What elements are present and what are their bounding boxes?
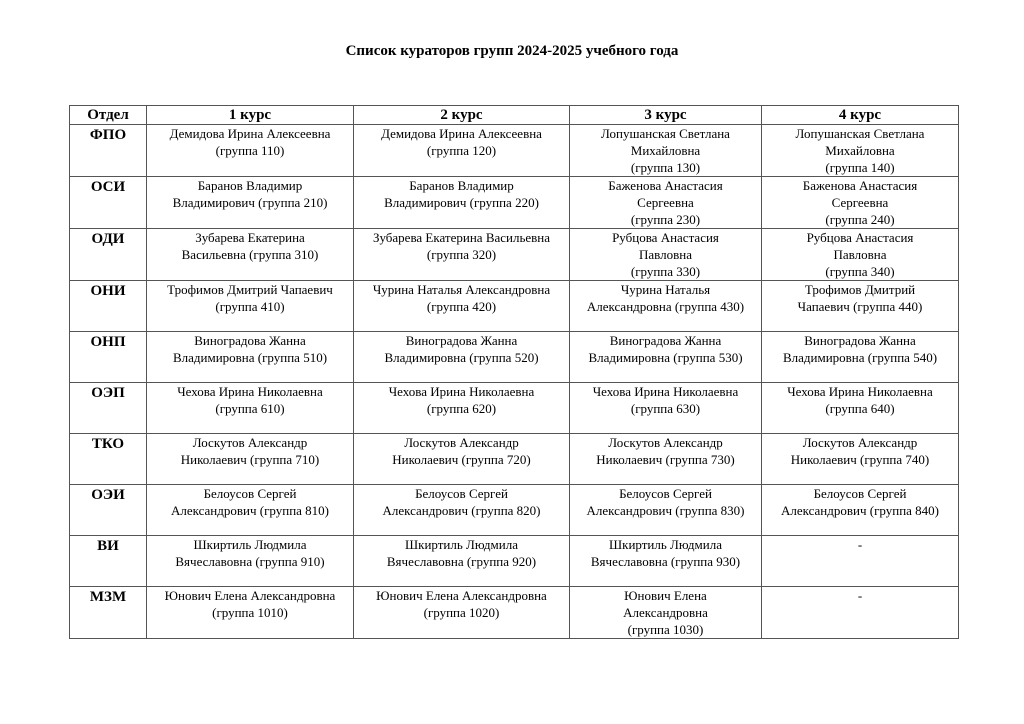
cell-text-line: Владимирович (группа 210) [172, 195, 328, 210]
cell-text-line: (группа 410) [215, 299, 285, 314]
curator-cell-course-1 [147, 125, 354, 177]
cell-text-line: (группа 640) [825, 401, 895, 416]
curator-cell-course-3 [570, 177, 762, 229]
cell-text-line: Александрович (группа 840) [780, 503, 940, 518]
cell-text-line: Виноградова Жанна [609, 333, 722, 348]
cell-text-line: (группа 130) [630, 160, 701, 175]
curator-cell-course-4 [762, 587, 959, 639]
cell-text-line: Лоскутов Александр [404, 435, 519, 450]
table-row [70, 125, 959, 177]
department-cell: ОДИ [70, 229, 147, 281]
curator-cell-course-2 [354, 125, 570, 177]
cell-text-line: Чурина Наталья [620, 282, 711, 297]
cell-text-line: Шкиртиль Людмила [609, 537, 722, 552]
cell-text-line: Шкиртиль Людмила [193, 537, 307, 552]
cell-text-line: Чехова Ирина Николаевна [592, 384, 739, 399]
cell-text-line: Сергеевна [637, 195, 694, 210]
cell-text-line: (группа 1020) [423, 605, 500, 620]
curator-cell-course-2 [354, 332, 570, 383]
cell-text-line: Юнович Елена Александровна [376, 588, 547, 603]
cell-text-line: (группа 330) [630, 264, 701, 279]
curator-cell-course-3 [570, 536, 762, 587]
cell-text-line: (группа 110) [215, 143, 285, 158]
curator-cell-course-1 [147, 281, 354, 332]
curator-cell-course-2 [354, 485, 570, 536]
header-department: Отдел [70, 106, 147, 125]
cell-text-line: Чапаевич (группа 440) [797, 299, 923, 314]
cell-text-line: (группа 320) [426, 247, 497, 262]
cell-text-line: (группа 340) [825, 264, 895, 279]
department-cell: ОНИ [70, 281, 147, 332]
cell-text-line: (группа 620) [426, 401, 497, 416]
cell-text-line: Рубцова Анастасия [806, 230, 914, 245]
curator-cell-course-1 [147, 587, 354, 639]
curator-cell-course-2 [354, 536, 570, 587]
table-row [70, 332, 959, 383]
cell-text-line: Николаевич (группа 730) [596, 452, 735, 467]
cell-text-line: Чехова Ирина Николаевна [177, 384, 323, 399]
department-cell: МЗМ [70, 587, 147, 639]
header-course-1: 1 курс [147, 106, 354, 125]
cell-text-line: Юнович Елена [624, 588, 707, 603]
curator-cell-course-3 [570, 332, 762, 383]
curator-cell-course-1 [147, 383, 354, 434]
curator-cell-course-3 [570, 125, 762, 177]
curator-cell-course-4 [762, 125, 959, 177]
cell-text-line: Александрович (группа 810) [170, 503, 330, 518]
curator-cell-course-3 [570, 383, 762, 434]
cell-text-line: Павловна [833, 247, 887, 262]
cell-text-line: (группа 1030) [627, 622, 704, 637]
curator-cell-course-4 [762, 332, 959, 383]
cell-text-line: (группа 420) [426, 299, 497, 314]
curator-cell-course-2 [354, 383, 570, 434]
cell-text-line: Николаевич (группа 720) [392, 452, 531, 467]
curator-cell-course-3 [570, 587, 762, 639]
cell-text-line: Баженова Анастасия [802, 178, 918, 193]
curator-cell-course-2 [354, 229, 570, 281]
cell-text-line: Зубарева Екатерина [195, 230, 305, 245]
cell-text-line: Лоскутов Александр [192, 435, 308, 450]
cell-text-line: Белоусов Сергей [813, 486, 907, 501]
cell-text-line: Александрович (группа 830) [586, 503, 745, 518]
cell-text-line: Владимировна (группа 530) [588, 350, 743, 365]
table-body [70, 125, 959, 639]
cell-text-line: Владимирович (группа 220) [384, 195, 539, 210]
cell-text-line: Шкиртиль Людмила [405, 537, 518, 552]
cell-text-line: Баранов Владимир [409, 178, 514, 193]
cell-text-line: Чехова Ирина Николаевна [388, 384, 535, 399]
cell-text-line: (группа 630) [630, 401, 701, 416]
curator-cell-course-3 [570, 281, 762, 332]
department-cell: ОНП [70, 332, 147, 383]
curator-cell-course-2 [354, 434, 570, 485]
curator-cell-course-4 [762, 434, 959, 485]
curator-cell-course-3 [570, 485, 762, 536]
header-course-3: 3 курс [570, 106, 762, 125]
cell-text-line: Лоскутов Александр [802, 435, 918, 450]
cell-text-line: Юнович Елена Александровна [164, 588, 336, 603]
table-row [70, 587, 959, 639]
cell-text-line: Лопушанская Светлана [601, 126, 730, 141]
cell-text-line: (группа 240) [825, 212, 895, 227]
department-cell: ОСИ [70, 177, 147, 229]
cell-text-line: Чурина Наталья Александровна [372, 282, 551, 297]
cell-text-line: - [857, 537, 863, 552]
table-row [70, 434, 959, 485]
curators-table [69, 105, 959, 639]
cell-text-line: Белоусов Сергей [619, 486, 712, 501]
table-row [70, 229, 959, 281]
table-header-row [70, 106, 959, 125]
cell-text-line: (группа 140) [825, 160, 895, 175]
curator-cell-course-4 [762, 281, 959, 332]
cell-text-line: Михайловна [630, 143, 701, 158]
header-course-4: 4 курс [762, 106, 959, 125]
curator-cell-course-2 [354, 177, 570, 229]
cell-text-line: Николаевич (группа 740) [790, 452, 930, 467]
cell-text-line: Николаевич (группа 710) [180, 452, 320, 467]
curator-cell-course-3 [570, 229, 762, 281]
cell-text-line: Владимировна (группа 520) [384, 350, 539, 365]
cell-text-line: Михайловна [825, 143, 895, 158]
cell-text-line: Васильевна (группа 310) [181, 247, 319, 262]
department-cell: ФПО [70, 125, 147, 177]
cell-text-line: (группа 1010) [212, 605, 288, 620]
cell-text-line: Александрович (группа 820) [382, 503, 541, 518]
cell-text-line: Зубарева Екатерина Васильевна [372, 230, 551, 245]
curator-cell-course-1 [147, 485, 354, 536]
cell-text-line: Александровна (группа 430) [586, 299, 745, 314]
cell-text-line: - [857, 588, 863, 603]
curator-cell-course-2 [354, 587, 570, 639]
cell-text-line: Демидова Ирина Алексеевна [169, 126, 331, 141]
cell-text-line: Баранов Владимир [197, 178, 303, 193]
cell-text-line: Виноградова Жанна [194, 333, 306, 348]
department-cell: ВИ [70, 536, 147, 587]
cell-text-line: Вячеславовна (группа 920) [386, 554, 537, 569]
cell-text-line: Александровна [623, 605, 708, 620]
cell-text-line: Вячеславовна (группа 930) [590, 554, 741, 569]
department-cell: ОЭИ [70, 485, 147, 536]
curator-cell-course-4 [762, 229, 959, 281]
table-row [70, 485, 959, 536]
cell-text-line: Павловна [639, 247, 692, 262]
department-cell: ТКО [70, 434, 147, 485]
curator-cell-course-4 [762, 536, 959, 587]
document-title: Список кураторов групп 2024-2025 учебного года [345, 43, 679, 59]
curator-cell-course-4 [762, 383, 959, 434]
cell-text-line: Трофимов Дмитрий Чапаевич [167, 282, 333, 297]
curator-cell-course-1 [147, 434, 354, 485]
department-cell: ОЭП [70, 383, 147, 434]
header-course-2: 2 курс [354, 106, 570, 125]
cell-text-line: Белоусов Сергей [203, 486, 297, 501]
cell-text-line: Владимировна (группа 540) [782, 350, 938, 365]
curator-cell-course-4 [762, 485, 959, 536]
cell-text-line: Сергеевна [831, 195, 889, 210]
curator-cell-course-3 [570, 434, 762, 485]
curator-cell-course-1 [147, 177, 354, 229]
curator-cell-course-1 [147, 536, 354, 587]
table-row [70, 536, 959, 587]
cell-text-line: Чехова Ирина Николаевна [787, 384, 933, 399]
table-row [70, 281, 959, 332]
cell-text-line: Демидова Ирина Алексеевна [381, 126, 542, 141]
cell-text-line: Виноградова Жанна [804, 333, 916, 348]
cell-text-line: Лоскутов Александр [608, 435, 723, 450]
cell-text-line: Трофимов Дмитрий [804, 282, 916, 297]
curator-cell-course-1 [147, 229, 354, 281]
cell-text-line: (группа 610) [215, 401, 285, 416]
cell-text-line: Лопушанская Светлана [795, 126, 925, 141]
cell-text-line: Баженова Анастасия [608, 178, 723, 193]
cell-text-line: Владимировна (группа 510) [172, 350, 328, 365]
table-row [70, 383, 959, 434]
curator-cell-course-4 [762, 177, 959, 229]
cell-text-line: (группа 230) [630, 212, 701, 227]
cell-text-line: Виноградова Жанна [405, 333, 518, 348]
cell-text-line: (группа 120) [426, 143, 497, 158]
table-row [70, 177, 959, 229]
curator-cell-course-2 [354, 281, 570, 332]
cell-text-line: Рубцова Анастасия [612, 230, 719, 245]
cell-text-line: Вячеславовна (группа 910) [175, 554, 325, 569]
cell-text-line: Белоусов Сергей [415, 486, 508, 501]
curator-cell-course-1 [147, 332, 354, 383]
